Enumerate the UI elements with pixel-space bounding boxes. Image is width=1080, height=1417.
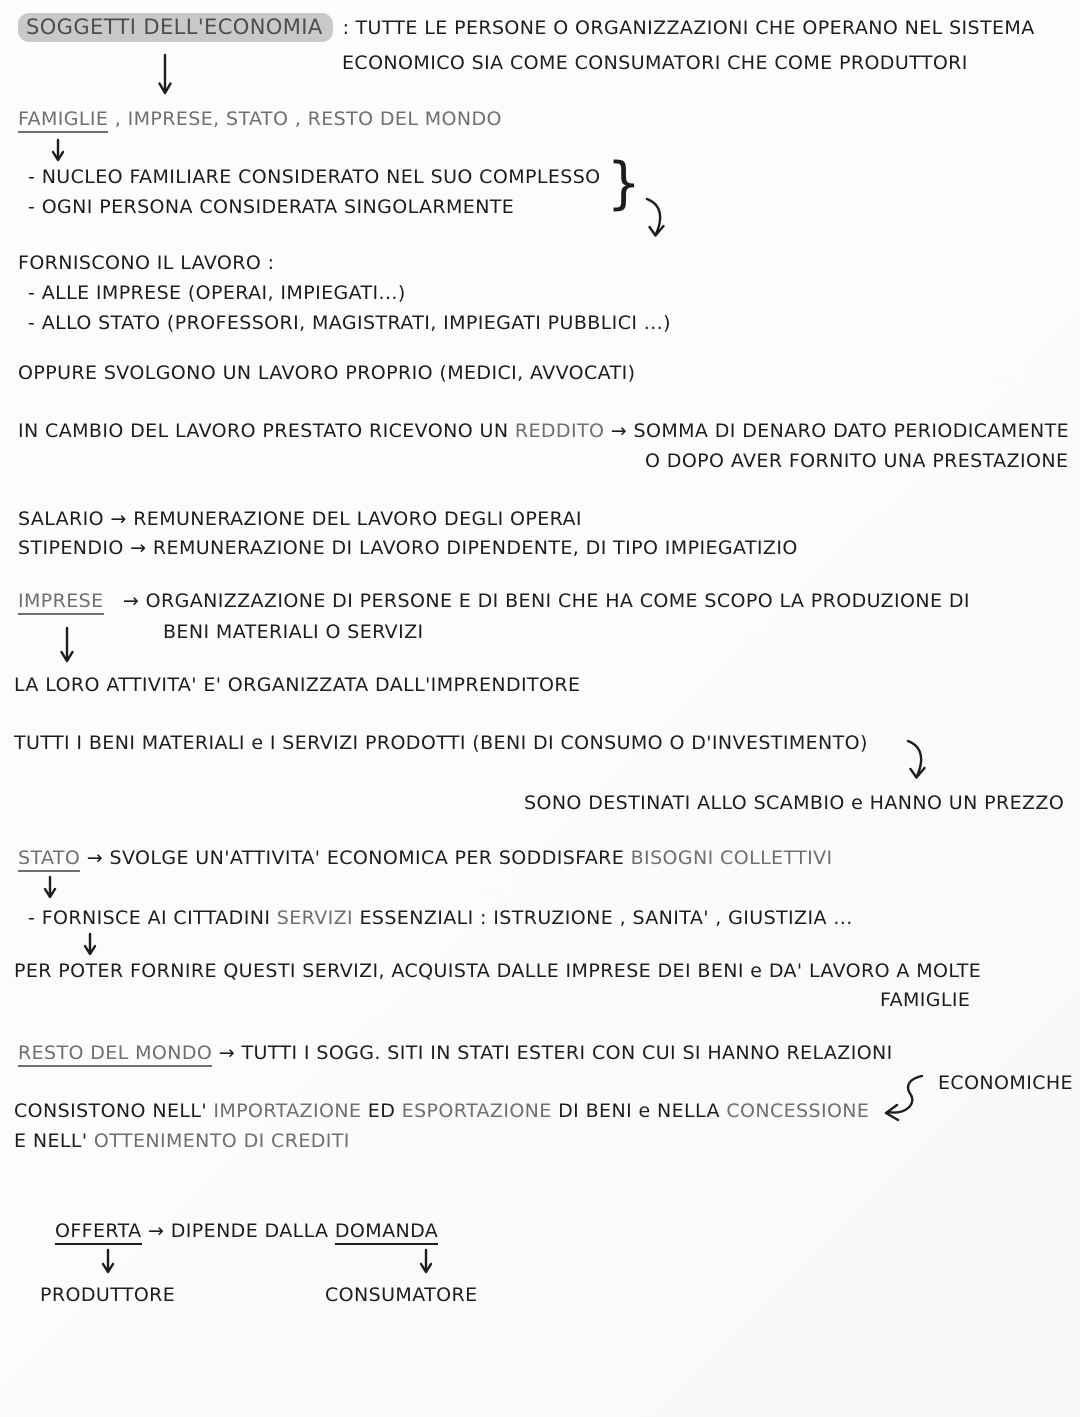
reddito-term: REDDITO <box>514 420 605 442</box>
actors-famiglie: FAMIGLIE <box>18 108 108 133</box>
imprese-scambio: SONO DESTINATI ALLO SCAMBIO e HANNO UN PREZZO <box>524 792 1065 814</box>
famiglie-bullet-1: - NUCLEO FAMILIARE CONSIDERATO NEL SUO COMPLESSO <box>28 166 601 188</box>
lavoro-bullet-1: - ALLE IMPRESE (OPERAI, IMPIEGATI...) <box>28 282 406 304</box>
imprese-beni: TUTTI I BENI MATERIALI e I SERVIZI PRODOTTI (BENI DI CONSUMO O D'INVESTIMENTO) <box>14 732 868 754</box>
famiglie-bullet-2: - OGNI PERSONA CONSIDERATA SINGOLARMENTE <box>28 196 515 218</box>
consistono-mid-2: DI BENI e NELLA <box>551 1100 727 1122</box>
group-brace: } <box>606 151 641 216</box>
domanda-term: DOMANDA <box>335 1220 438 1245</box>
fornisce-gray: SERVIZI <box>276 907 354 929</box>
down-arrow-icon <box>156 52 174 104</box>
imprese-attivita: LA LORO ATTIVITA' E' ORGANIZZATA DALL'IMPRENDITORE <box>14 674 581 696</box>
imprese-definition-1: → ORGANIZZAZIONE DI PERSONE E DI BENI CHE HA COME SCOPO LA PRODUZIONE DI <box>122 590 970 612</box>
lavoro-bullet-2: - ALLO STATO (PROFESSORI, MAGISTRATI, IMPIEGATI PUBBLICI ...) <box>28 312 671 334</box>
resto-definition: → TUTTI I SOGG. SITI IN STATI ESTERI CON CUI SI HANNO RELAZIONI <box>212 1042 893 1064</box>
imprese-line <box>18 588 970 614</box>
salario-line: SALARIO → REMUNERAZIONE DEL LAVORO DEGLI OPERAI <box>18 508 582 530</box>
consumatore-label: CONSUMATORE <box>325 1284 478 1306</box>
stato-heading: STATO <box>18 847 80 872</box>
down-arrow-icon <box>42 875 58 907</box>
resto-heading: RESTO DEL MONDO <box>18 1042 212 1067</box>
enell-gray: OTTENIMENTO DI CREDITI <box>93 1130 350 1152</box>
produttore-label: PRODUTTORE <box>40 1284 176 1306</box>
fornisce-post: ESSENZIALI : ISTRUZIONE , SANITA' , GIUSTIZIA ... <box>353 907 853 929</box>
resto-enell-line <box>14 1128 350 1154</box>
stipendio-line: STIPENDIO → REMUNERAZIONE DI LAVORO DIPENDENTE, DI TIPO IMPIEGATIZIO <box>18 537 798 559</box>
down-arrow-icon <box>58 626 76 672</box>
consistono-gray-2: ESPORTAZIONE <box>401 1100 552 1122</box>
stato-line <box>18 845 833 871</box>
title-term: SOGGETTI DELL'ECONOMIA <box>18 13 333 42</box>
reddito-pre: IN CAMBIO DEL LAVORO PRESTATO RICEVONO UN <box>18 420 515 442</box>
reddito-line <box>18 418 1069 444</box>
offerta-term: OFFERTA <box>55 1220 142 1245</box>
consistono-mid-1: ED <box>361 1100 402 1122</box>
mercato-mid: → DIPENDE DALLA <box>141 1220 335 1242</box>
stato-definition: → SVOLGE UN'ATTIVITA' ECONOMICA PER SODDISFARE <box>80 847 631 869</box>
stato-potere-2: FAMIGLIE <box>880 989 971 1011</box>
consistono-pre: CONSISTONO NELL' <box>14 1100 214 1122</box>
curved-down-arrow-icon <box>642 196 670 246</box>
title-colon: : <box>342 17 350 39</box>
fornisce-pre: - FORNISCE AI CITTADINI <box>28 907 277 929</box>
title-definition-2: ECONOMICO SIA COME CONSUMATORI CHE COME PRODUTTORI <box>342 52 968 74</box>
curved-down-arrow-icon <box>903 738 931 788</box>
resto-economiche: ECONOMICHE <box>938 1072 1073 1094</box>
enell-pre: E NELL' <box>14 1130 94 1152</box>
reddito-continuation: O DOPO AVER FORNITO UNA PRESTAZIONE <box>645 450 1069 472</box>
imprese-heading: IMPRESE <box>18 590 104 615</box>
stato-definition-gray: BISOGNI COLLETTIVI <box>630 847 833 869</box>
title-line <box>18 14 1035 41</box>
lavoro-oppure: OPPURE SVOLGONO UN LAVORO PROPRIO (MEDICI, AVVOCATI) <box>18 362 636 384</box>
consistono-gray-1: IMPORTAZIONE <box>213 1100 362 1122</box>
s-curve-left-arrow-icon <box>880 1072 928 1128</box>
down-arrow-icon <box>100 1248 116 1282</box>
lavoro-heading: FORNISCONO IL LAVORO : <box>18 252 275 274</box>
stato-potere-1: PER POTER FORNIRE QUESTI SERVIZI, ACQUISTA DALLE IMPRESE DEI BENI e DA' LAVORO A MOLTE <box>14 960 982 982</box>
actors-rest: , IMPRESE, STATO , RESTO DEL MONDO <box>108 108 502 130</box>
title-definition-1: TUTTE LE PERSONE O ORGANIZZAZIONI CHE OPERANO NEL SISTEMA <box>355 17 1035 39</box>
reddito-post: → SOMMA DI DENARO DATO PERIODICAMENTE <box>604 420 1070 442</box>
stato-fornisce-line <box>28 905 853 931</box>
imprese-definition-2: BENI MATERIALI O SERVIZI <box>163 621 424 643</box>
mercato-line <box>55 1218 438 1244</box>
actors-line <box>18 106 502 132</box>
resto-line <box>18 1040 893 1066</box>
down-arrow-icon <box>418 1248 434 1282</box>
resto-consistono-line <box>14 1098 869 1124</box>
consistono-gray-3: CONCESSIONE <box>726 1100 870 1122</box>
